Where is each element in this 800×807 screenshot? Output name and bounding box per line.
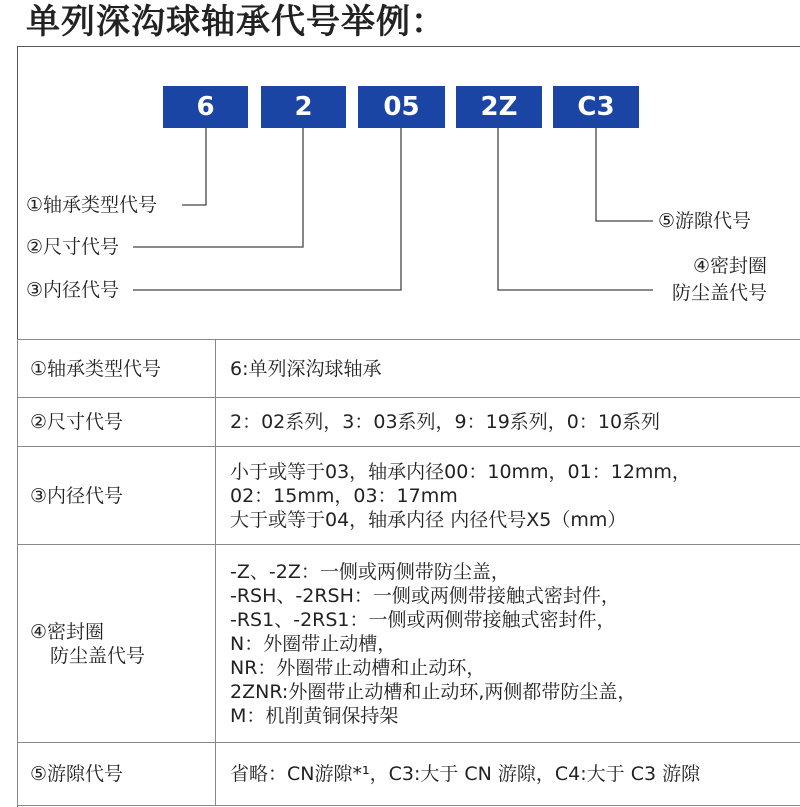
code-box-seal: 2Z [456, 86, 542, 128]
row-value [216, 743, 800, 806]
page-title: 单列深沟球轴承代号举例： [26, 0, 446, 46]
row-key [18, 340, 216, 398]
label-bore: ③内径代号 [26, 278, 119, 302]
row-key [18, 743, 216, 806]
row-value-text: -RS1、-2RS1：一侧或两侧带接触式密封件， [230, 608, 800, 632]
row-value-text: M：机削黄铜保持架 [230, 704, 800, 728]
leader-line-size [133, 128, 303, 247]
row-value-text: 小于或等于03，轴承内径00：10mm，01：12mm， [230, 460, 800, 484]
row-value [216, 340, 800, 398]
spec-table [17, 339, 800, 806]
row-key-text: ①轴承类型代号 [30, 357, 215, 381]
leader-line-clearance [596, 128, 653, 221]
table-row [18, 545, 800, 743]
label-clearance: ⑤游隙代号 [658, 209, 751, 233]
row-value-text: -RSH、-2RSH：一侧或两侧带接触式密封件， [230, 584, 800, 608]
row-key-text: ④密封圈 [30, 620, 215, 644]
code-box-clearance: C3 [553, 86, 639, 128]
row-key-text: ③内径代号 [30, 484, 215, 508]
row-key-text: ②尺寸代号 [30, 410, 215, 434]
row-key-text: ⑤游隙代号 [30, 762, 215, 786]
code-box-size: 2 [261, 86, 346, 128]
row-value-text: NR：外圈带止动槽和止动环， [230, 656, 800, 680]
row-value-text: 6:单列深沟球轴承 [230, 357, 800, 381]
label-seal-line1: ④密封圈 [640, 254, 767, 278]
table-row [18, 340, 800, 398]
table-row [18, 447, 800, 545]
label-seal-line2: 防尘盖代号 [640, 281, 767, 305]
table-row [18, 743, 800, 806]
row-value [216, 447, 800, 545]
row-value-text: 大于或等于04，轴承内径 内径代号X5（mm） [230, 508, 800, 532]
row-key-text: 防尘盖代号 [30, 644, 215, 668]
leader-line-type [182, 128, 206, 205]
row-value [216, 398, 800, 447]
row-value-text: 2：02系列，3：03系列，9：19系列，0：10系列 [230, 410, 800, 434]
code-box-type: 6 [163, 86, 248, 128]
row-key [18, 398, 216, 447]
label-size: ②尺寸代号 [26, 235, 119, 259]
row-key [18, 545, 216, 743]
row-key [18, 447, 216, 545]
code-box-bore: 05 [358, 86, 445, 128]
row-value-text: -Z、-2Z：一侧或两侧带防尘盖， [230, 560, 800, 584]
table-row [18, 398, 800, 447]
row-value-text: 2ZNR:外圈带止动槽和止动环,两侧都带防尘盖， [230, 680, 800, 704]
row-value-text: 省略：CN游隙*¹，C3:大于 CN 游隙，C4:大于 C3 游隙 [230, 762, 800, 786]
row-value-text: 02：15mm，03：17mm [230, 484, 800, 508]
leader-line-seal [498, 128, 653, 290]
label-type: ①轴承类型代号 [26, 193, 157, 217]
row-value [216, 545, 800, 743]
row-value-text: N：外圈带止动槽， [230, 632, 800, 656]
leader-line-bore [133, 128, 401, 290]
